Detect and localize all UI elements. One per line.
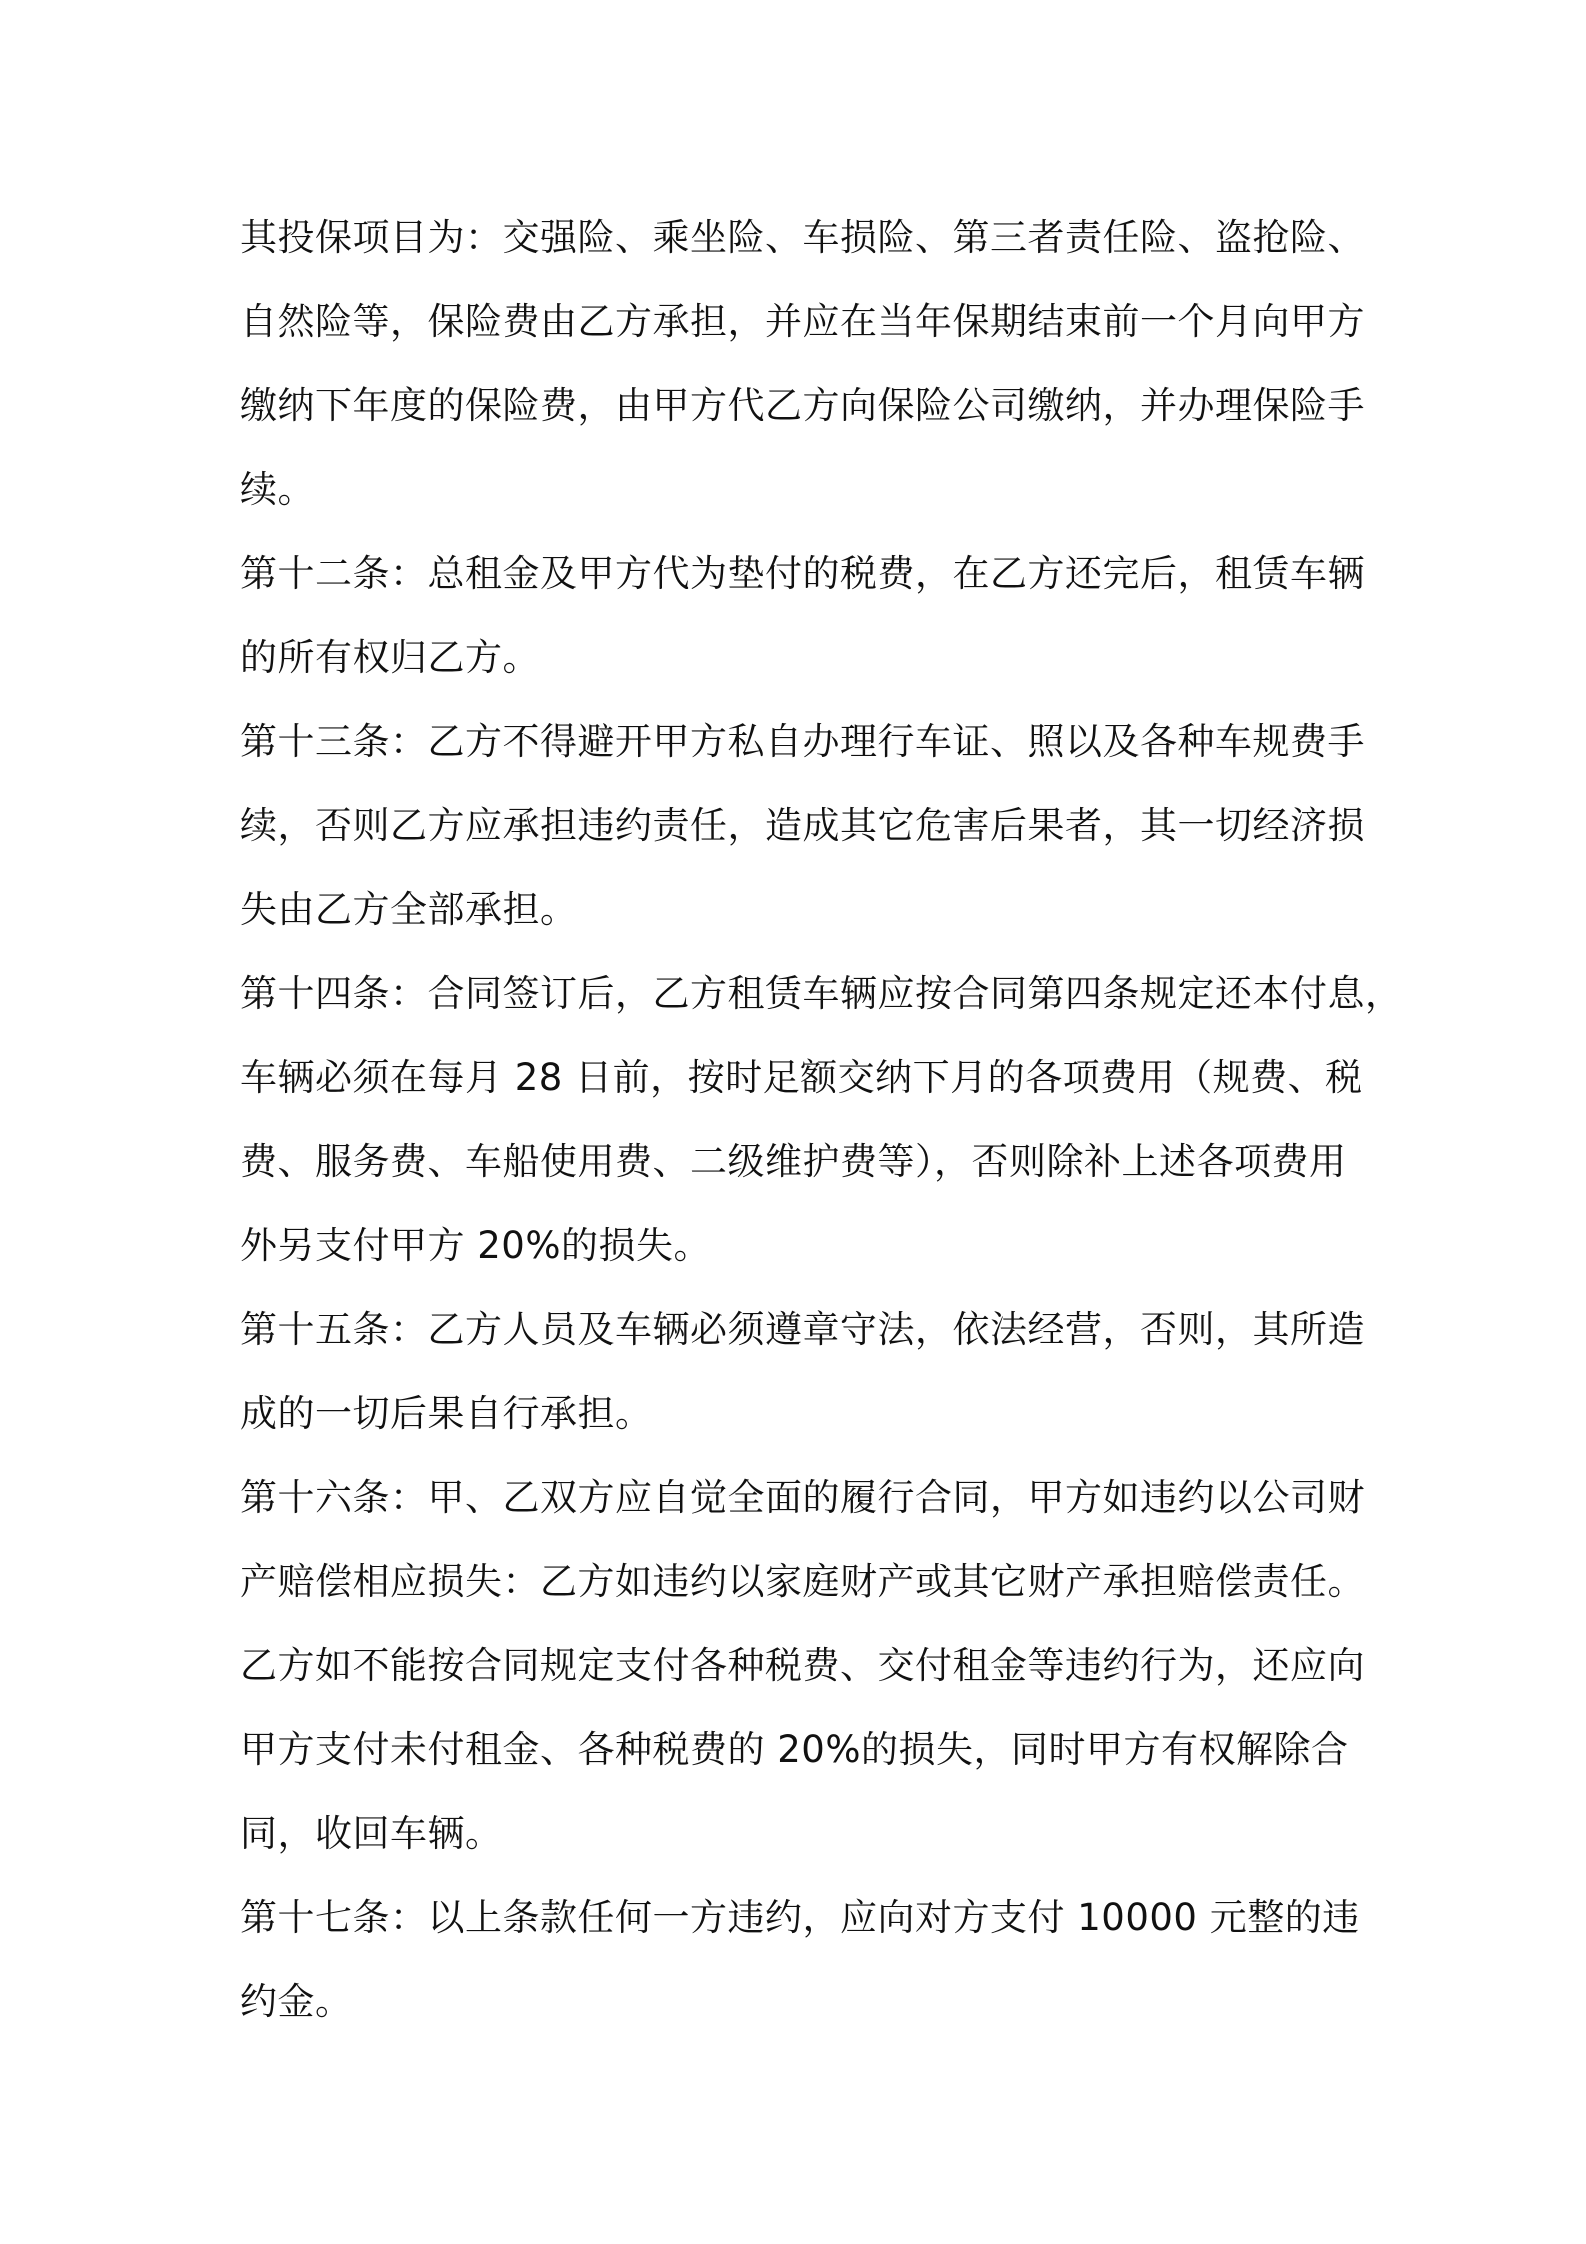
text-line: 约金。 <box>240 1980 353 2023</box>
text-line: 第十二条：总租金及甲方代为垫付的税费，在乙方还完后，租赁车辆 <box>240 552 1365 595</box>
text-line: 缴纳下年度的保险费，由甲方代乙方向保险公司缴纳，并办理保险手 <box>240 384 1365 427</box>
text-line: 车辆必须在每月 28 日前，按时足额交纳下月的各项费用（规费、税 <box>240 1056 1363 1099</box>
paragraph-insurance-continued <box>240 196 1365 532</box>
paragraph-article-13 <box>240 700 1365 952</box>
paragraph-article-15 <box>240 1288 1365 1456</box>
text-line: 失由乙方全部承担。 <box>240 888 578 931</box>
paragraph-article-14 <box>240 952 1403 1288</box>
text-line: 同，收回车辆。 <box>240 1812 503 1855</box>
text-line: 第十七条：以上条款任何一方违约，应向对方支付 10000 元整的违 <box>240 1896 1360 1939</box>
paragraph-article-17 <box>240 1876 1360 2044</box>
text-line: 乙方如不能按合同规定支付各种税费、交付租金等违约行为，还应向 <box>240 1644 1365 1687</box>
document-body <box>240 196 1403 2044</box>
text-line: 续。 <box>240 468 315 511</box>
text-line: 续，否则乙方应承担违约责任，造成其它危害后果者，其一切经济损 <box>240 804 1365 847</box>
paragraph-article-16 <box>240 1456 1365 1876</box>
text-line: 第十四条：合同签订后，乙方租赁车辆应按合同第四条规定还本付息， <box>240 972 1403 1015</box>
text-line: 的所有权归乙方。 <box>240 636 540 679</box>
text-line: 自然险等，保险费由乙方承担，并应在当年保期结束前一个月向甲方 <box>240 300 1365 343</box>
text-line: 其投保项目为：交强险、乘坐险、车损险、第三者责任险、盗抢险、 <box>240 216 1365 259</box>
text-line: 第十五条：乙方人员及车辆必须遵章守法，依法经营，否则，其所造 <box>240 1308 1365 1351</box>
text-line: 第十六条：甲、乙双方应自觉全面的履行合同，甲方如违约以公司财 <box>240 1476 1365 1519</box>
text-line: 费、服务费、车船使用费、二级维护费等），否则除补上述各项费用 <box>240 1140 1347 1183</box>
text-line: 第十三条：乙方不得避开甲方私自办理行车证、照以及各种车规费手 <box>240 720 1365 763</box>
paragraph-article-12 <box>240 532 1365 700</box>
text-line: 甲方支付未付租金、各种税费的 20%的损失，同时甲方有权解除合 <box>240 1728 1349 1771</box>
text-line: 成的一切后果自行承担。 <box>240 1392 653 1435</box>
text-line: 外另支付甲方 20%的损失。 <box>240 1224 711 1267</box>
text-line: 产赔偿相应损失：乙方如违约以家庭财产或其它财产承担赔偿责任。 <box>240 1560 1365 1603</box>
